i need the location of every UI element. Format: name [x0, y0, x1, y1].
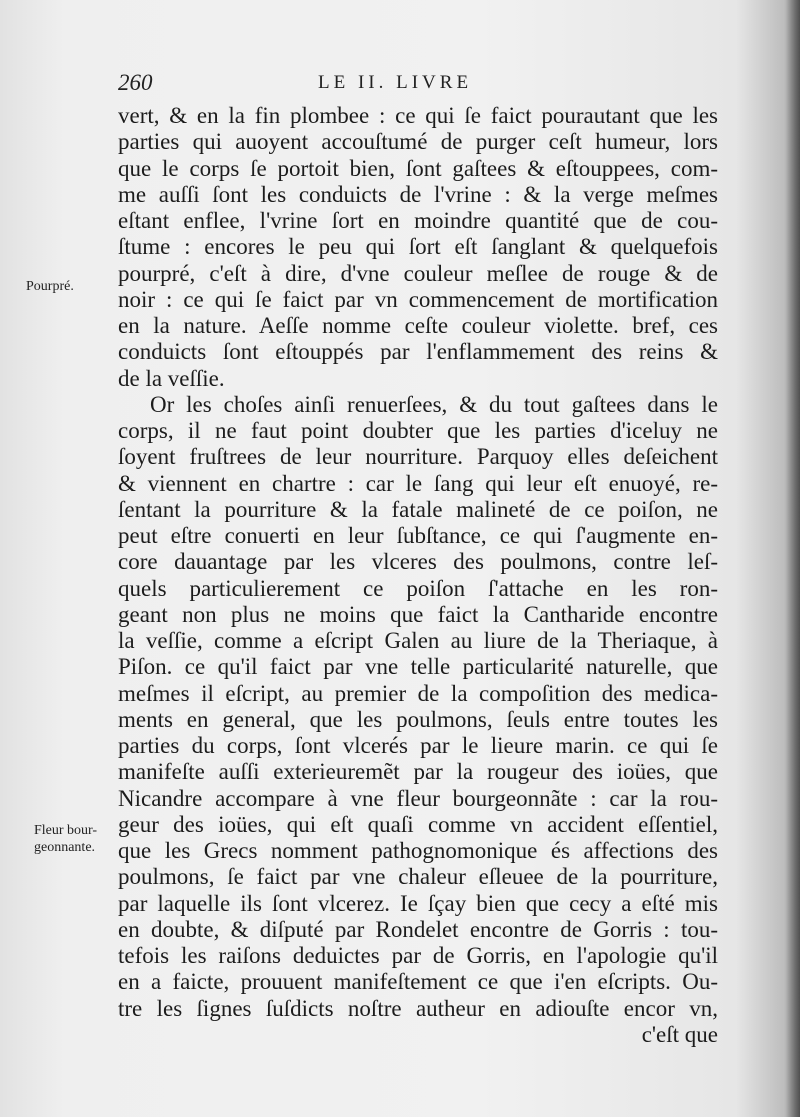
text-line: en a faicte, prouuent manifeſtement ce que i'en eſcripts. Ou-	[118, 969, 718, 995]
text-line: parties du corps, ſont vlcerés par le lieure marin. ce qui ſe	[118, 733, 718, 758]
text-line: Or les choſes ainſi renuerſees, & du tout gaſtees dans le	[150, 391, 718, 417]
text-line: en la nature. Aeſſe nomme ceſte couleur violette. bref, ces	[118, 313, 718, 338]
text-line: noir : ce qui ſe faict par vn commencement de mortification	[118, 286, 718, 312]
text-line: & viennent en chartre : car le ſang qui leur eſt enuoyé, re-	[118, 470, 718, 496]
text-line: geant non plus ne moins que faict la Cantharide encontre	[118, 601, 718, 627]
page-number: 260	[118, 70, 153, 95]
text-line: me auſſi ſont les conduicts de l'vrine : & la verge meſmes	[118, 181, 718, 207]
margin-note-line: geonnante.	[34, 840, 96, 855]
text-line: vert, & en la fin plombee : ce qui ſe faict pourautant que les	[118, 103, 718, 128]
text-line: parties qui auoyent accouſtumé de purger ceſt humeur, lors	[118, 129, 718, 155]
text-line: geur des ioües, qui eſt quaſi comme vn accident eſſentiel,	[118, 811, 718, 837]
text-line: peut eſtre conuerti en leur ſubſtance, ce qui ſ'augmente en-	[118, 523, 718, 548]
text-line: ſoyent fruſtrees de leur nourriture. Parquoy elles deſeichent	[118, 444, 718, 470]
text-line: Piſon. ce qu'il faict par vne telle particularité naturelle, que	[118, 654, 718, 680]
text-line: corps, il ne faut point doubter que les parties d'iceluy ne	[118, 418, 718, 443]
margin-note-text: Pourpré.	[26, 279, 74, 294]
text-line: que les Grecs nomment pathognomonique és affections des	[118, 838, 718, 863]
text-line: par laquelle ils ſont vlcerez. Ie ſçay bien que cecy a eſté mis	[118, 890, 718, 916]
page-header	[118, 70, 718, 100]
text-line: de la veſſie.	[118, 365, 225, 391]
text-line: quels particulierement ce poiſon ſ'attache en les ron-	[118, 575, 718, 601]
text-line: ſtume : encores le peu qui ſort eſt ſanglant & quelquefois	[118, 234, 718, 260]
text-line: que le corps ſe portoit bien, ſont gaſtees & eſtouppees, com-	[118, 155, 718, 181]
margin-note-line: Fleur bour-	[34, 823, 98, 838]
text-line: Nicandre accompare à vne fleur bourgeonnãte : car la rou-	[118, 785, 718, 811]
text-line: meſmes il eſcript, au premier de la compoſition des medica-	[118, 680, 718, 706]
text-line: eſtant enflee, l'vrine ſort en moindre quantité que de cou-	[118, 208, 718, 233]
running-head: LE II. LIVRE	[318, 72, 473, 93]
body-text	[118, 103, 718, 1048]
text-line: la veſſie, comme a eſcript Galen au liure de la Theriaque, à	[118, 628, 718, 653]
text-line: core dauantage par les vlceres des poulmons, contre leſ-	[118, 549, 718, 575]
text-line: poulmons, ſe faict par vne chaleur eſleuee de la pourriture,	[118, 864, 718, 890]
text-line: pourpré, c'eſt à dire, d'vne couleur meſlee de rouge & de	[118, 260, 718, 286]
text-line: ments en general, que les poulmons, ſeuls entre toutes les	[118, 706, 718, 732]
text-line: tefois les raiſons deduictes par de Gorris, en l'apologie qu'il	[118, 943, 718, 968]
margin-note-pourpre	[26, 278, 74, 295]
text-line: manifeſte auſſi exterieuremẽt par la rougeur des ioües, que	[118, 759, 718, 785]
text-line: conduicts ſont eſtouppés par l'enflammement des reins &	[118, 339, 718, 365]
catchword-line: c'eſt que	[641, 1021, 718, 1047]
margin-note-fleur-bourgeonnante	[34, 822, 97, 856]
text-line: ſentant la pourriture & la fatale malineté de ce poiſon, ne	[118, 496, 718, 522]
text-line: tre les ſignes ſuſdicts noſtre autheur en adiouſte encor vn,	[118, 995, 718, 1021]
gutter-shadow	[786, 0, 800, 1117]
text-line: en doubte, & diſputé par Rondelet encontre de Gorris : tou-	[118, 916, 718, 942]
